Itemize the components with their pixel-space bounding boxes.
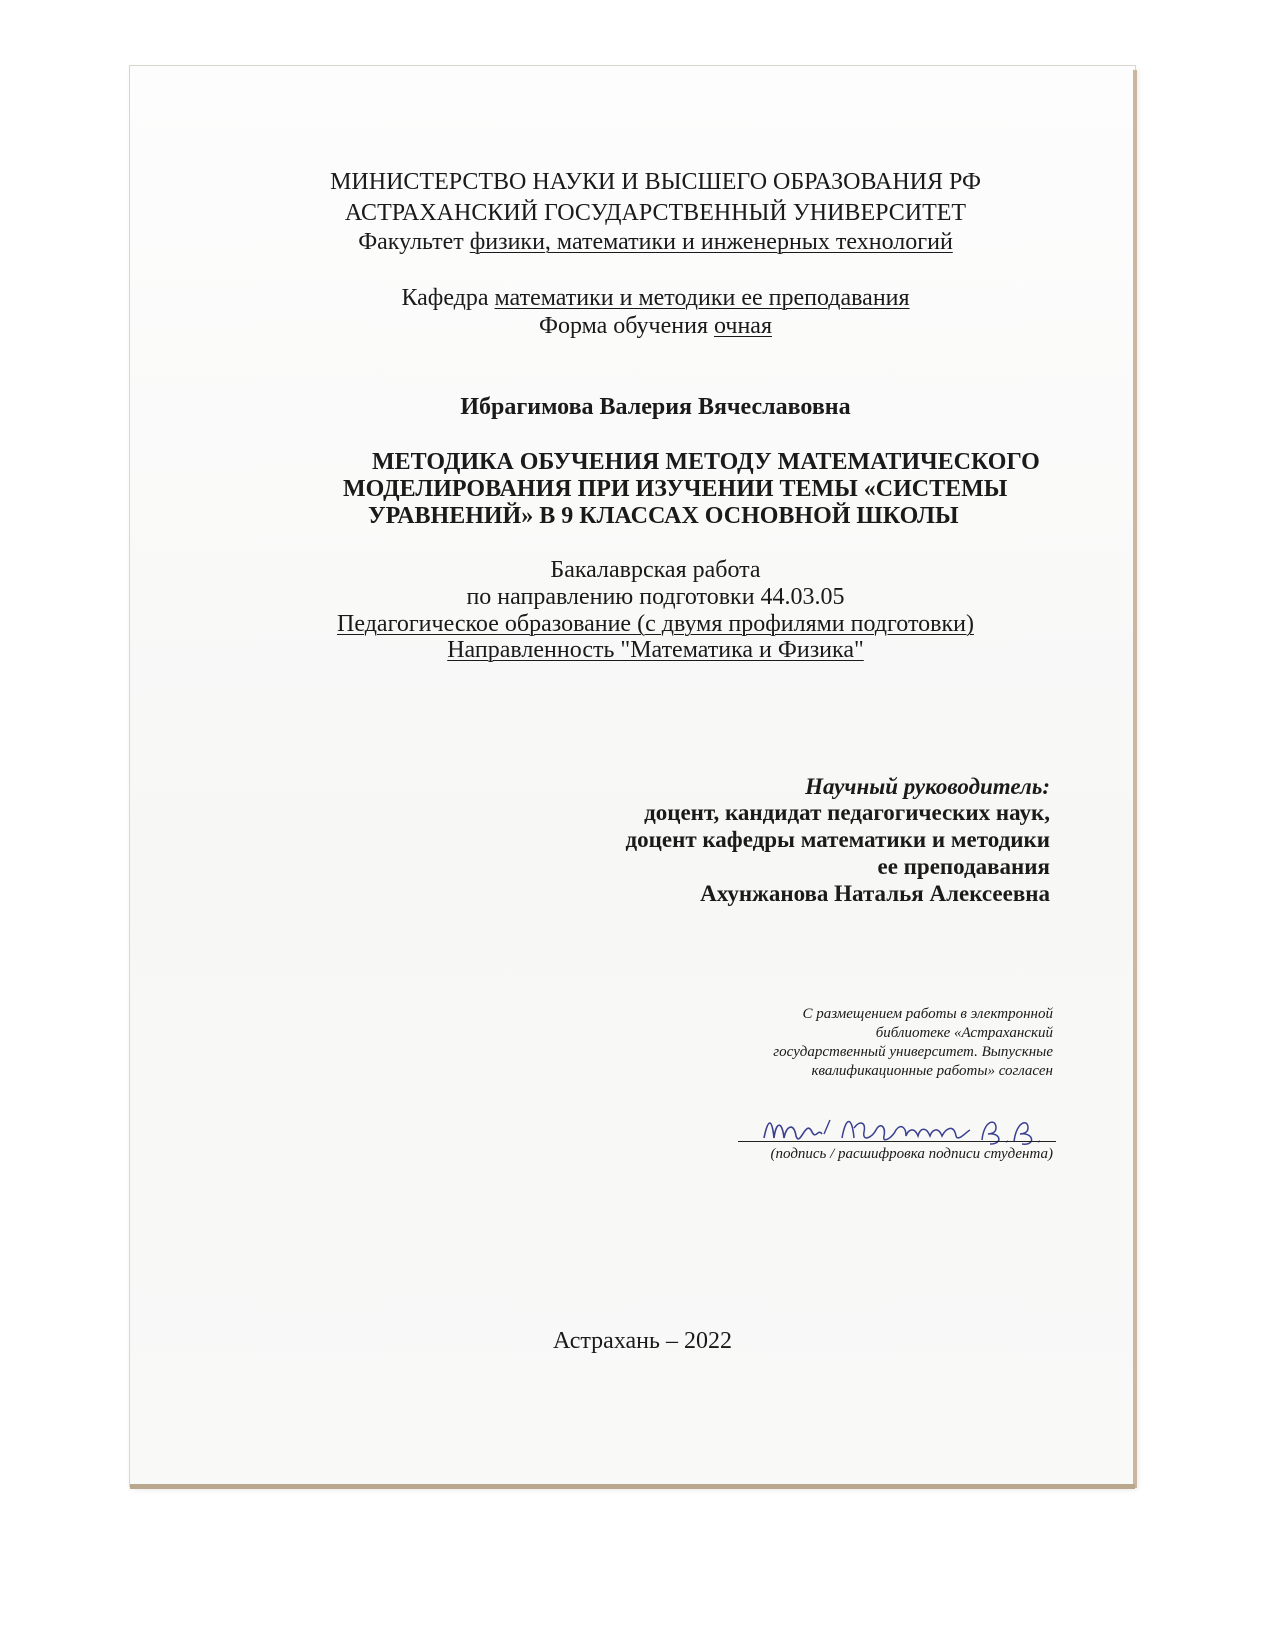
- thesis-title-line-1: МЕТОДИКА ОБУЧЕНИЯ МЕТОДУ МАТЕМАТИЧЕСКОГО: [372, 449, 1040, 475]
- department-prefix: Кафедра: [401, 285, 489, 311]
- work-profile: Педагогическое образование (с двумя профилями подготовки): [337, 611, 974, 637]
- signature-line: [738, 1141, 1056, 1142]
- supervisor-label: Научный руководитель:: [805, 774, 1050, 799]
- paper-edge-bottom: [130, 1484, 1135, 1489]
- supervisor-line-3: ее преподавания: [877, 854, 1050, 879]
- supervisor-name: Ахунжанова Наталья Алексеевна: [700, 881, 1050, 906]
- ministry-line: МИНИСТЕРСТВО НАУКИ И ВЫСШЕГО ОБРАЗОВАНИЯ РФ: [330, 169, 981, 195]
- signature-caption: (подпись / расшифровка подписи студента): [770, 1146, 1053, 1162]
- faculty-name: физики, математики и инженерных технологий: [469, 229, 953, 255]
- thesis-title-line-3: УРАВНЕНИЙ» В 9 КЛАССАХ ОСНОВНОЙ ШКОЛЫ: [368, 503, 959, 529]
- supervisor-line-2: доцент кафедры математики и методики: [625, 827, 1050, 852]
- study-form-value: очная: [714, 313, 772, 339]
- consent-line-2: библиотеке «Астраханский: [875, 1025, 1053, 1041]
- author-name: Ибрагимова Валерия Вячеславовна: [460, 394, 851, 420]
- consent-line-3: государственный университет. Выпускные: [773, 1044, 1053, 1060]
- supervisor-line-1: доцент, кандидат педагогических наук,: [644, 800, 1050, 825]
- study-form-prefix: Форма обучения: [538, 313, 709, 339]
- faculty-line: [153, 228, 1158, 256]
- work-type: Бакалаврская работа: [550, 557, 761, 583]
- consent-line-1: С размещением работы в электронной: [802, 1006, 1053, 1022]
- signature-text: [949, 1095, 1053, 1114]
- faculty-prefix: Факультет: [358, 229, 464, 255]
- footer-city-year: Астрахань – 2022: [553, 1328, 732, 1354]
- study-form-line: [153, 312, 1158, 340]
- department-name: математики и методики ее преподавания: [494, 285, 910, 311]
- university-line: АСТРАХАНСКИЙ ГОСУДАРСТВЕННЫЙ УНИВЕРСИТЕТ: [344, 200, 967, 226]
- department-line: [153, 284, 1158, 312]
- work-direction: по направлению подготовки 44.03.05: [466, 584, 845, 610]
- work-focus: Направленность "Математика и Физика": [447, 637, 864, 663]
- paper-edge-right: [1133, 70, 1137, 1488]
- consent-line-4: квалификационные работы» согласен: [811, 1063, 1053, 1079]
- thesis-title-line-2: МОДЕЛИРОВАНИЯ ПРИ ИЗУЧЕНИИ ТЕМЫ «СИСТЕМЫ: [343, 476, 1008, 502]
